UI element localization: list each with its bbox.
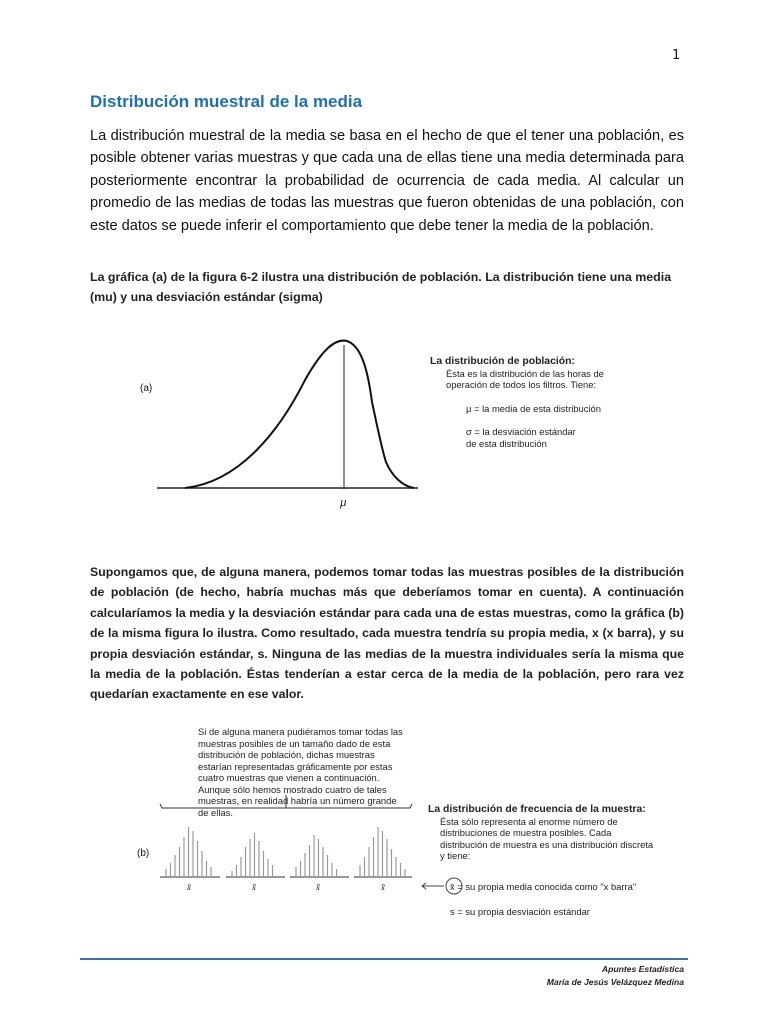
sample-annotation-text: Ésta sólo representa al enorme número de distribuciones de muestra posibles. Cada distribución de muestra es una distribución discreta y tiene: bbox=[440, 815, 654, 861]
population-annotation-text: Ésta es la distribución de las horas de operación de todos los filtros. Tiene: bbox=[446, 367, 604, 390]
sample-annotation bbox=[428, 803, 658, 862]
figure-a-intro: La gráfica (a) de la figura 6-2 ilustra una distribución de población. La distribución tiene una media (mu) y una desviación estándar (sigma) bbox=[90, 270, 672, 304]
footer-divider bbox=[80, 958, 688, 960]
xbar-label-2: x̄ bbox=[252, 882, 256, 892]
footer bbox=[547, 963, 684, 989]
xbar-definition: x̄ = su propia media conocida como "x barra" bbox=[450, 881, 637, 892]
population-annotation bbox=[430, 355, 640, 449]
sample-annotation-title: La distribución de frecuencia de la muestra: bbox=[428, 804, 646, 815]
xbar-label-1: x̄ bbox=[187, 882, 191, 892]
samples-note: Si de alguna manera pudiéramos tomar todas las muestras posibles de un tamaño dado de esta distribución de población, dichas muestras estarían representadas gráficamente por estas cuatro muestras que vienen a continuación. Aunque sólo hemos mostrado cuatro de tales muestras, en realidad habría un número grande de ellas. bbox=[198, 726, 403, 818]
figure-a-label: (a) bbox=[140, 383, 153, 394]
population-annotation-title: La distribución de población: bbox=[430, 356, 575, 367]
footer-line-1: Apuntes Estadística bbox=[601, 964, 684, 974]
footer-line-2: María de Jesús Velázquez Medina bbox=[546, 977, 684, 987]
intro-paragraph: La distribución muestral de la media se basa en el hecho de que el tener una población, es posible obtener varias muestras y que cada una de ellas tiene una media determinada para posteriormente encontrar la probabilidad de ocurrencia de cada media. Al calcular un promedio de las medias de todas las muestras que fueron obtenidas de una población, con este datos se puede inferir el comportamiento que debe tener la media de la población. bbox=[90, 128, 684, 234]
sigma-definition: σ = la desviación estándar de esta distribución bbox=[466, 426, 576, 449]
s-definition: s = su propia desviación estándar bbox=[450, 906, 590, 917]
sample-histograms bbox=[166, 827, 405, 877]
xbar-label-3: x̄ bbox=[316, 882, 320, 892]
xbar-label-4: x̄ bbox=[381, 882, 385, 892]
page-number: 1 bbox=[672, 48, 681, 63]
population-curve bbox=[185, 341, 414, 488]
xbar-arrow bbox=[422, 883, 444, 889]
figure-b-label: (b) bbox=[137, 848, 150, 859]
mu-definition: μ = la media de esta distribución bbox=[466, 402, 601, 414]
sampling-paragraph: Supongamos que, de alguna manera, podemos tomar todas las muestras posibles de la distribución de población (de hecho, habría muchas más que deberíamos tomar en cuenta). A continuación calcularíamos la media y la desviación estándar para cada una de estas muestras, como la gráfica (b) de la misma figura lo ilustra. Como resultado, cada muestra tendría su propia media, x (x barra), y su propia desviación estándar, s. Ninguna de las medias de la muestra individuales sería la misma que la media de la población. Éstas tenderían a estar cerca de la media de la población, pero rara vez quedarían exactamente en ese valor. bbox=[90, 565, 684, 702]
section-title: Distribución muestral de la media bbox=[90, 92, 363, 111]
mu-symbol: μ bbox=[340, 494, 347, 509]
